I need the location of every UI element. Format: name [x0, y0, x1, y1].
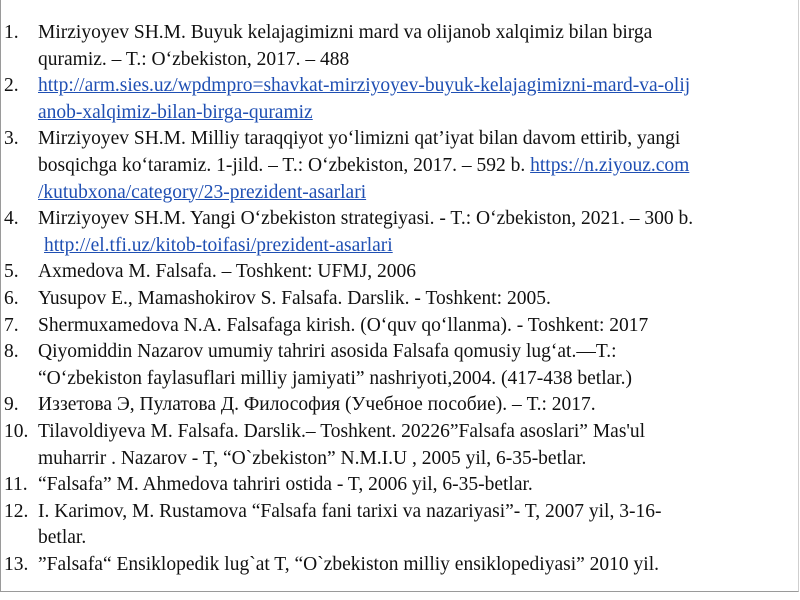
reference-text-line: Mirziyoyev SH.M. Yangi O‘zbekiston strategiyasi. - T.: O‘zbekiston, 2021. – 300 b.: [38, 208, 694, 230]
reference-text-line: Mirziyoyev SH.M. Milliy taraqqiyot yo‘limizni qat’iyat bilan davom ettirib, yangi: [38, 128, 681, 150]
reference-link[interactable]: http://arm.sies.uz/wpdmpro=shavkat-mirziyoyev-buyuk-kelajagimizni-mard-va-olij: [38, 75, 691, 97]
reference-number: 2.: [4, 75, 19, 97]
reference-number: 10.: [4, 420, 29, 442]
reference-item-11: [0, 472, 800, 499]
reference-link[interactable]: https://n.ziyouz.com: [530, 154, 690, 176]
reference-text-line: Иззетова Э, Пулатова Д. Философия (Учебное пособие). – Т.: 2017.: [38, 394, 596, 416]
reference-item-12: [0, 499, 800, 552]
reference-number: 1.: [4, 22, 19, 43]
reference-number: 12.: [4, 500, 29, 522]
reference-item-4: [0, 206, 800, 259]
reference-item-13: [0, 552, 800, 579]
reference-link-continued[interactable]: /kutubxona/category/23-prezident-asarlari: [38, 181, 367, 203]
reference-item-10: [0, 419, 800, 472]
reference-number: 11.: [4, 474, 28, 496]
reference-item-2: [0, 73, 800, 126]
reference-link-line: [38, 233, 794, 260]
reference-text-line: Axmedova M. Falsafa. – Toshkent: UFMJ, 2006: [38, 261, 416, 283]
reference-text-line: “Falsafa” M. Ahmedova tahriri ostida - T, 2006 yil, 6-35-betlar.: [38, 474, 533, 496]
reference-list: [0, 20, 800, 578]
reference-text-line: Yusupov E., Mamashokirov S. Falsafa. Darslik. - Toshkent: 2005.: [38, 287, 551, 309]
reference-text-line: ”Falsafa“ Ensiklopedik lug`at T, “O`zbekiston milliy ensiklopediyasi” 2010 yil.: [38, 553, 659, 575]
reference-text-line: Shermuxamedova N.A. Falsafaga kirish. (O‘quv qo‘llanma). - Toshkent: 2017: [38, 314, 649, 336]
reference-item-6: [0, 286, 800, 313]
reference-item-7: [0, 313, 800, 340]
reference-number: 9.: [4, 394, 19, 416]
reference-text-line: betlar.: [38, 527, 87, 549]
reference-item-8: [0, 339, 800, 392]
reference-text-line: Tilavoldiyeva M. Falsafa. Darslik.– Toshkent. 20226”Falsafa asoslari” Mas'ul: [38, 420, 646, 442]
reference-text-line: quramiz. – T.: O‘zbekiston, 2017. – 488: [38, 48, 350, 70]
reference-text-line: muharrir . Nazarov - T, “O`zbekiston” N.M.I.U , 2005 yil, 6-35-betlar.: [38, 447, 587, 469]
reference-number: 6.: [4, 287, 19, 309]
reference-number: 13.: [4, 553, 29, 575]
reference-text-line: “O‘zbekiston faylasuflari milliy jamiyati” nashriyoti,2004. (417-438 betlar.): [38, 367, 633, 389]
reference-number: 7.: [4, 314, 19, 336]
reference-text-line: [38, 153, 794, 180]
reference-text-line: Mirziyoyev SH.M. Buyuk kelajagimizni mard va olijanob xalqimiz bilan birga: [38, 22, 653, 43]
reference-text-line: I. Karimov, M. Rustamova “Falsafa fani tarixi va nazariyasi”- T, 2007 yil, 3-16-: [38, 500, 662, 522]
reference-number: 4.: [4, 208, 19, 230]
reference-item-3: [0, 126, 800, 206]
reference-text: bosqichga ko‘taramiz. 1-jild. – T.: O‘zbekiston, 2017. – 592 b.: [38, 154, 531, 176]
reference-number: 5.: [4, 261, 19, 283]
reference-number: 8.: [4, 341, 19, 363]
reference-item-1: [0, 20, 800, 73]
reference-link[interactable]: http://el.tfi.uz/kitob-toifasi/prezident-asarlari: [44, 234, 393, 256]
reference-item-9: [0, 392, 800, 419]
reference-link-continued[interactable]: anob-xalqimiz-bilan-birga-quramiz: [38, 101, 313, 123]
reference-item-5: [0, 259, 800, 286]
reference-number: 3.: [4, 128, 19, 150]
reference-text-line: Qiyomiddin Nazarov umumiy tahriri asosida Falsafa qomusiy lug‘at.—T.:: [38, 341, 617, 363]
